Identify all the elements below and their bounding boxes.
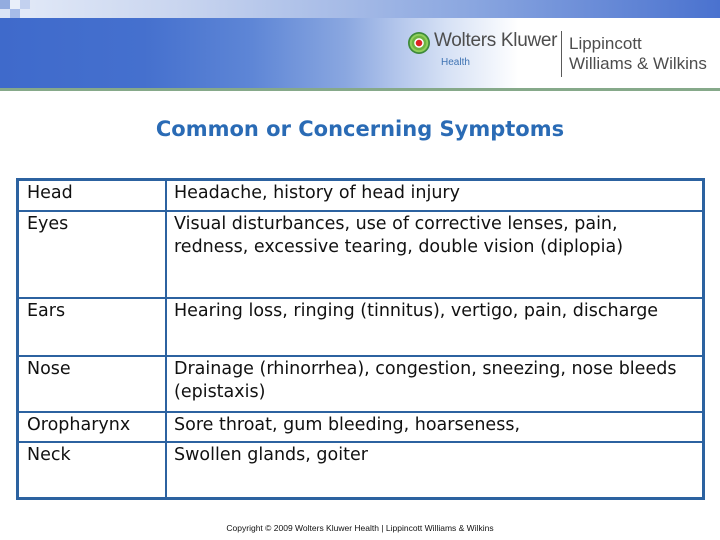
symptoms-cell: Headache, history of head injury <box>166 180 704 212</box>
slide-title: Common or Concerning Symptoms <box>155 117 565 141</box>
lippincott-logo <box>569 34 707 74</box>
top-gradient-strip <box>0 0 720 18</box>
region-cell: Eyes <box>18 211 167 298</box>
symptoms-cell: Drainage (rhinorrhea), congestion, sneezing, nose bleeds (epistaxis) <box>166 356 704 412</box>
header-divider-rule <box>0 88 720 91</box>
publisher-primary: Wolters Kluwer <box>434 30 558 51</box>
table-row <box>18 180 704 212</box>
symptoms-cell: Visual disturbances, use of corrective lenses, pain, redness, excessive tearing, double vision (diplopia) <box>166 211 704 298</box>
logo-divider <box>561 31 562 77</box>
region-cell: Oropharynx <box>18 412 167 442</box>
region-cell: Head <box>18 180 167 212</box>
region-cell: Nose <box>18 356 167 412</box>
table-row <box>18 412 704 442</box>
symptoms-cell: Hearing loss, ringing (tinnitus), vertigo, pain, discharge <box>166 298 704 356</box>
table-row <box>18 298 704 356</box>
table-row <box>18 356 704 412</box>
region-cell: Neck <box>18 442 167 499</box>
publisher-secondary-line1: Lippincott <box>569 34 642 53</box>
symptoms-cell: Swollen glands, goiter <box>166 442 704 499</box>
table-row <box>18 442 704 499</box>
publisher-sub: Health <box>441 57 470 68</box>
table-row <box>18 211 704 298</box>
publisher-secondary-line2: Williams & Wilkins <box>569 54 707 73</box>
globe-icon <box>408 32 430 54</box>
symptoms-table <box>16 178 705 500</box>
symptoms-cell: Sore throat, gum bleeding, hoarseness, <box>166 412 704 442</box>
copyright-footer: Copyright © 2009 Wolters Kluwer Health | Lippincott Williams & Wilkins <box>226 523 494 533</box>
region-cell: Ears <box>18 298 167 356</box>
